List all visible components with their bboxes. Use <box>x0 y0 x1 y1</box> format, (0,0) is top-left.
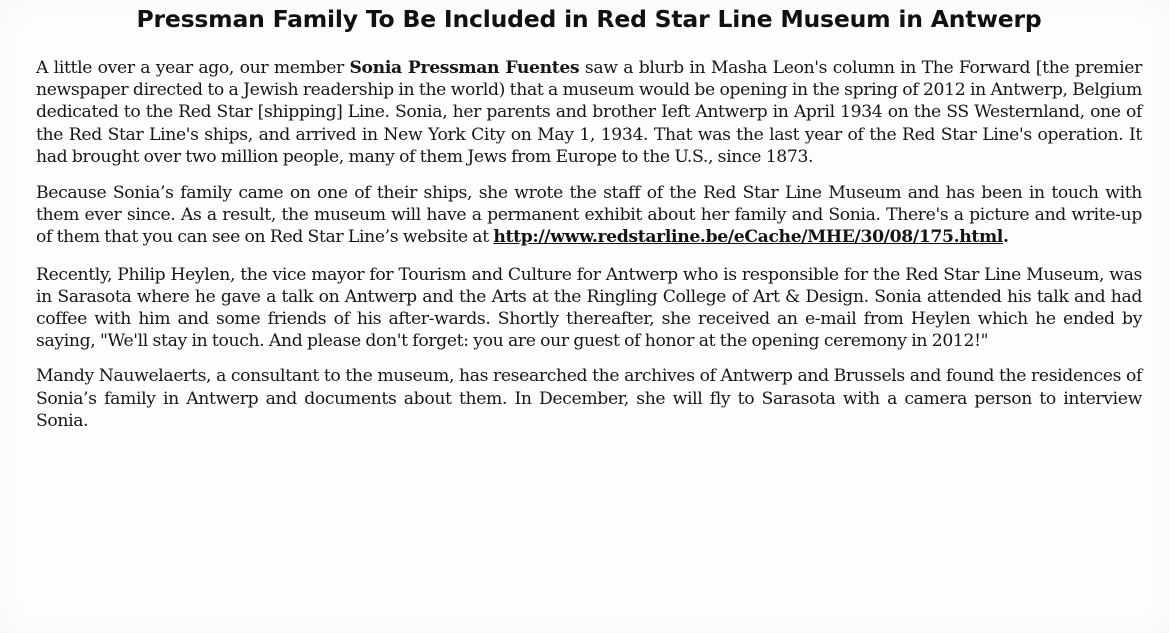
member-name: Sonia Pressman Fuentes <box>349 58 580 78</box>
paragraph-vice-mayor-visit: Recently, Philip Heylen, the vice mayor for Tourism and Culture for Antwerp who is responsible for the Red Star Line Museum, was in Sarasota where he gave a talk on Antwerp and the Arts at the Ringling College of Art & Design. Sonia attended his talk and had coffee with him and some friends of his after-wards. Shortly thereafter, she received an e-mail from Heylen which he ended by saying, "We'll stay in touch. And please don't forget: you are our guest of honor at the opening ceremony in 2012!" <box>36 264 1142 352</box>
paragraph-permanent-exhibit <box>36 182 1142 249</box>
paragraph-1-text-start: A little over a year ago, our member <box>36 58 350 78</box>
paragraph-1-text-end: saw a blurb in Masha Leon's column in The Forward [the premier newspaper directed to a Jewish readership in the world) that a museum would be opening in the spring of 2012 in Antwerp, Belgium dedicated to the Red Star [shipping] Line. Sonia, her parents and brother Ieft Antwerp in April 1934 on the SS Westernland, one of the Red Star Line's ships, and arrived in New York City on May 1, 1934. That was the last year of the Red Star Line's operation. It had brought over two million people, many of them Jews from Europe to the U.S., since 1873. <box>36 58 1142 167</box>
paragraph-2-text-start: Because Sonia’s family came on one of their ships, she wrote the staff of the Red Star Line Museum and has been in touch with them ever since. As a result, the museum will have a permanent exhibit about her family and Sonia. There's a picture and write-up of them that you can see on Red Star Line’s website at <box>36 183 1142 248</box>
paragraph-2-text-end: . <box>1002 227 1009 248</box>
red-star-line-website-link[interactable]: http://www.redstarline.be/eCache/MHE/30/08/175.html <box>493 227 1003 248</box>
article-title: Pressman Family To Be Included in Red Star Line Museum in Antwerp <box>136 5 1042 33</box>
paragraph-consultant-research: Mandy Nauwelaerts, a consultant to the museum, has researched the archives of Antwerp and Brussels and found the residences of Sonia’s family in Antwerp and documents about them. In December, she will fly to Sarasota with a camera person to interview Sonia. <box>36 366 1142 431</box>
paragraph-museum-announcement <box>36 57 1142 168</box>
newsletter-article <box>36 0 1142 432</box>
